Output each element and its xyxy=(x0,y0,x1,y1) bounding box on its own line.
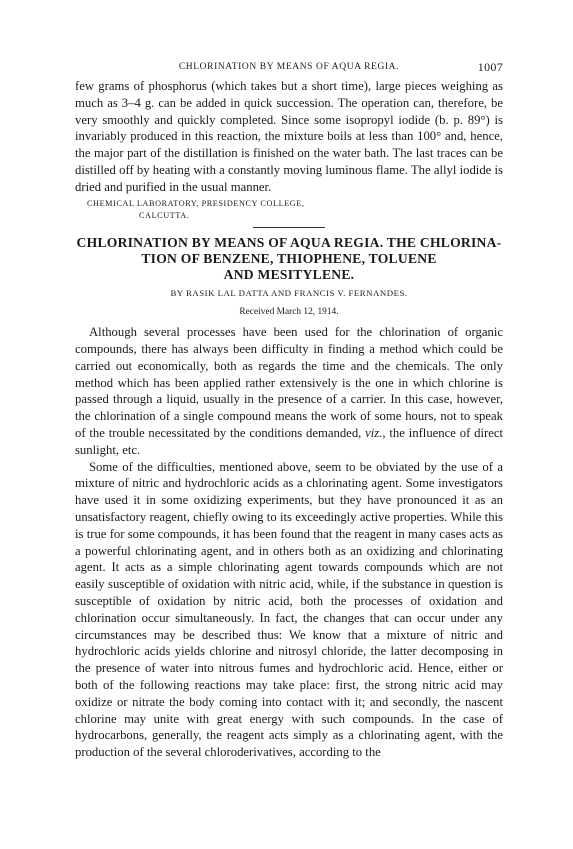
article-title-line-2: TION OF BENZENE, THIOPHENE, TOLUENE xyxy=(141,250,437,266)
affiliation-line-1: CHEMICAL LABORATORY, PRESIDENCY COLLEGE, xyxy=(87,198,305,208)
author-byline: BY RASIK LAL DATTA AND FRANCIS V. FERNANDES. xyxy=(170,287,408,298)
article-title-line-1: CHLORINATION BY MEANS OF AQUA REGIA. THE CHLORINA- xyxy=(76,234,502,250)
article-title xyxy=(75,235,503,283)
intro-paragraph-text-a: Although several processes have been used for the chlorination of organic compounds, there has always been difficulty in finding a method which could be carried out economically, both as regards the time and the chemicals. The only method which has been applied rather extensively is the one in which chlorine is passed through a liquid, usually in the presence of a carrier. In this case, however, the chlorination of a single compound means the work of some hours, not to speak of the trouble necessitated by the conditions demanded, xyxy=(75,325,503,440)
intro-paragraph-text-b: , the influence of direct sunlight, etc. xyxy=(75,425,503,457)
running-title: CHLORINATION BY MEANS OF AQUA REGIA. xyxy=(178,62,400,72)
intro-paragraph xyxy=(75,324,503,458)
received-date: Received March 12, 1914. xyxy=(239,307,339,318)
intro-paragraph-viz: viz. xyxy=(365,425,383,440)
continuation-paragraph: few grams of phosphorus (which takes but a short time), large pieces weighing as much as 3–4 g. can be added in quick succession. The operation can, therefore, be very smoothly and quickly completed. Since some isopropyl iodide (b. p. 89°) is invariably produced in this reaction, the mixture boils at less than 100° and, hence, the major part of the distillation is finished on the water bath. The last traces can be distilled off by heating with a constantly moving luminous flame. The allyl iodide is dried and purified in the usual manner. xyxy=(75,79,503,194)
page-body xyxy=(75,78,503,761)
page-number: 1007 xyxy=(477,60,503,74)
article-title-line-3: AND MESITYLENE. xyxy=(223,266,355,282)
affiliation xyxy=(75,198,503,222)
section-divider xyxy=(253,227,325,228)
second-paragraph: Some of the difficulties, mentioned above, seem to be obviated by the use of a mixture of nitric and hydrochloric acids as a chlorinating agent. Some investigators have used it in some oxidizing experiments, but they have pronounced it as an unsatisfactory reagent, chiefly owing to its exceedingly active properties. While this is true for some compounds, it has been found that the reagent in many cases acts as a powerful chlorinating agent, and in others both as an oxidizing and chlorinating agent. It acts as a simple chlorinating agent towards compounds which are not easily susceptible of oxidation with nitric acid, while, if the substance in question is susceptible of oxidation by nitric acid, both the processes of oxidation and chlorination occur simultaneously. In fact, the changes that can occur under any circumstances may be described thus: We know that a mixture of nitric and hydrochloric acids yields chlorine and nitrosyl chloride, the latter decomposing in the presence of water into nitrous fumes and hydrochloric acid. Hence, either or both of the following reactions may take place: first, the strong nitric acid may oxidize or nitrate the body coming into contact with it; and secondly, the nascent chlorine may unite with great energy with such compounds. In the case of hydrocarbons, generally, the reagent acts simply as a chlorinating agent, with the production of the several chloroderivatives, according to the xyxy=(75,459,503,760)
journal-page xyxy=(75,60,503,761)
affiliation-line-2: CALCUTTA. xyxy=(139,210,190,220)
running-header xyxy=(75,60,503,78)
